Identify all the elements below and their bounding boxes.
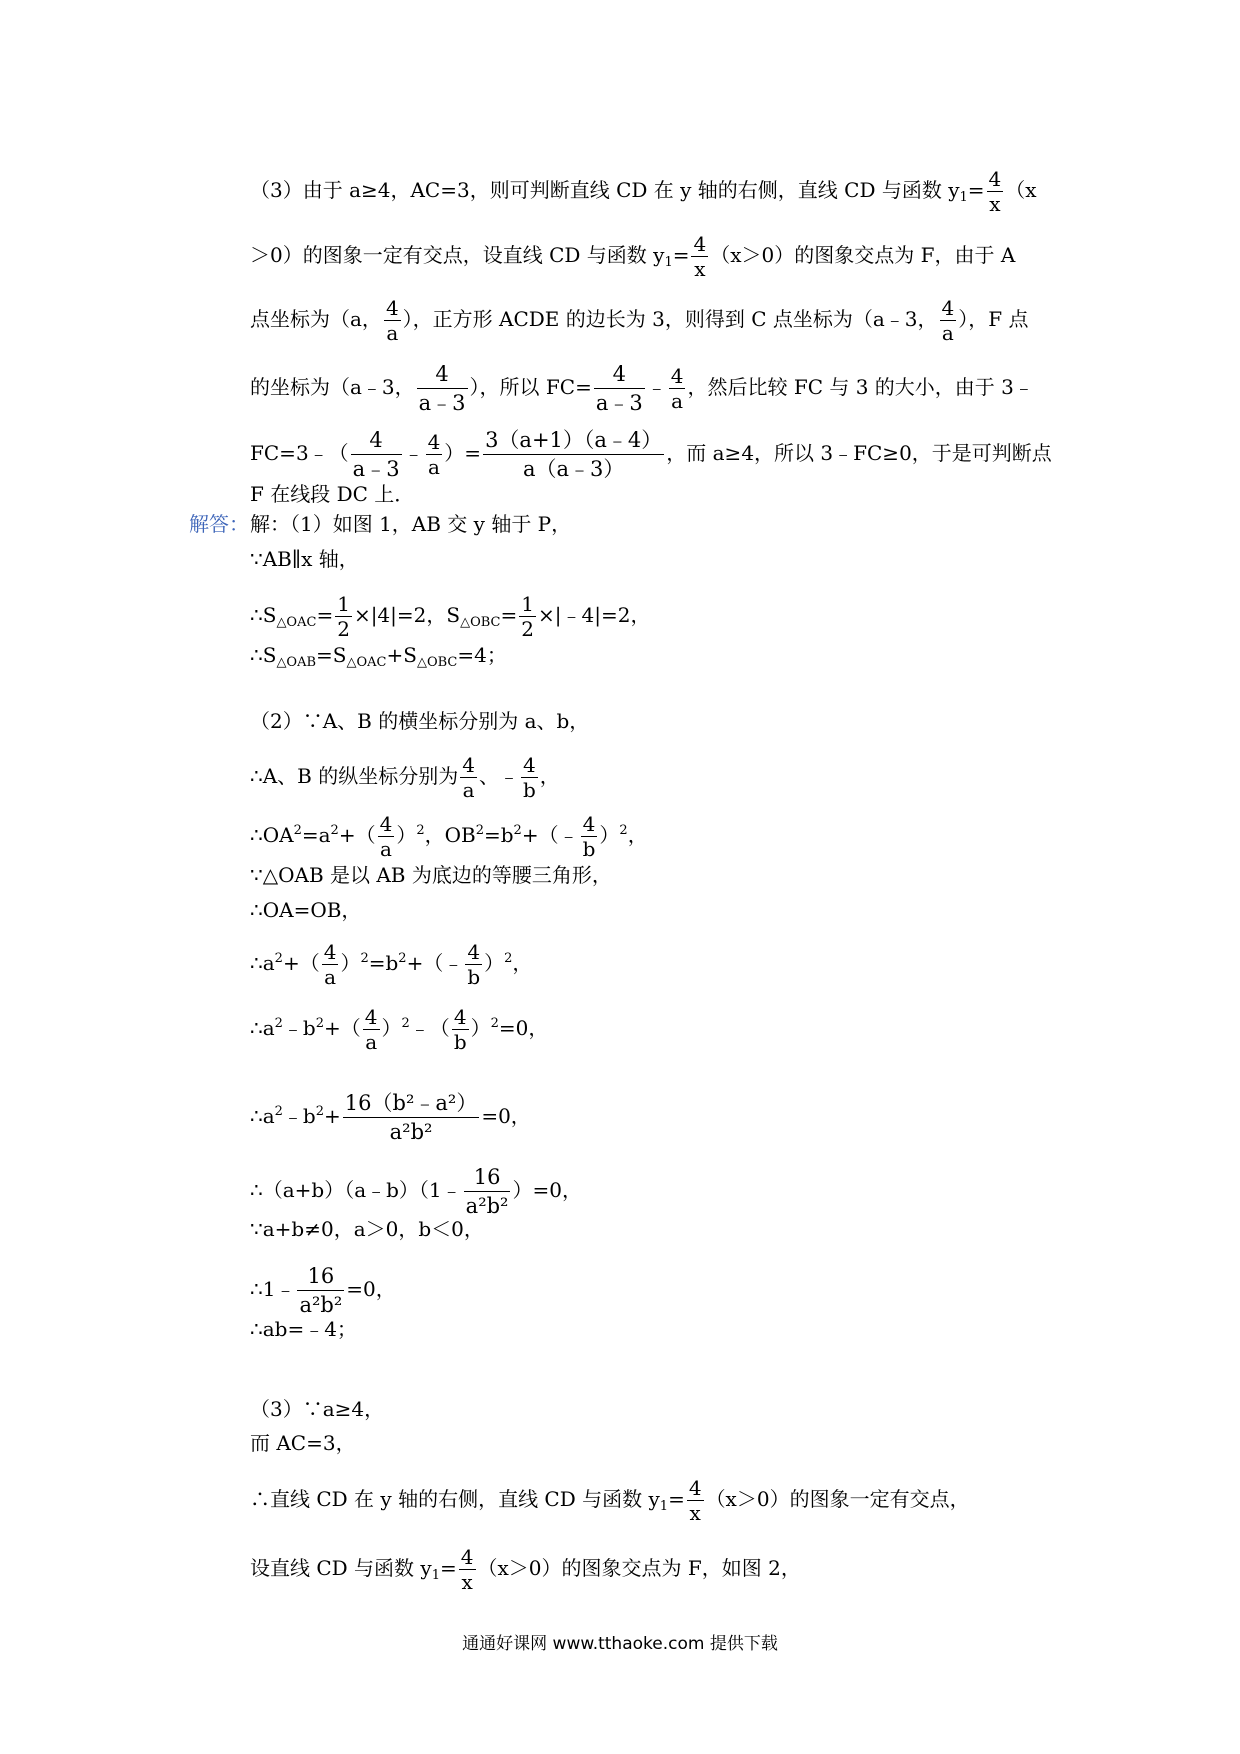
denominator: x xyxy=(691,256,708,281)
numerator: 1 xyxy=(521,592,534,616)
text: ，OB xyxy=(424,823,476,847)
solution-line-15 xyxy=(250,1262,396,1319)
text: （3）由于 a≥4，AC=3，则可判断直线 CD 在 y 轴的右侧，直线 CD 与函数 y xyxy=(250,178,960,202)
solution-line-14 xyxy=(250,1216,484,1242)
denominator: a（a﹣3） xyxy=(483,454,664,483)
denominator: x xyxy=(987,191,1004,216)
fraction-4-over-a-minus-3 xyxy=(351,426,402,483)
denominator: a xyxy=(378,836,395,861)
numerator: 4 xyxy=(385,296,399,320)
analysis-line-5 xyxy=(250,426,1052,483)
denominator: a xyxy=(384,320,401,345)
numerator: 4 xyxy=(670,364,684,388)
superscript: 2 xyxy=(401,1016,410,1031)
fraction-4-over-a xyxy=(378,812,395,861)
text: 、﹣ xyxy=(478,764,519,788)
text: （x＞0）的图象一定有交点， xyxy=(705,1487,970,1511)
text: ）= xyxy=(444,441,482,465)
text: ∵a+b≠0，a＞0，b＜0， xyxy=(250,1217,484,1241)
denominator: a xyxy=(322,964,339,989)
text: =a xyxy=(301,823,331,847)
solution-line-5 xyxy=(250,708,589,734)
subscript: 1 xyxy=(431,1568,440,1583)
fraction-4-over-a-minus-3 xyxy=(594,360,645,417)
superscript: 2 xyxy=(315,1104,325,1119)
numerator: 4 xyxy=(693,232,707,256)
numerator: 16（b²﹣a²） xyxy=(344,1091,478,1115)
denominator: a xyxy=(460,777,477,802)
fraction-16-over-a2b2 xyxy=(297,1262,344,1319)
fraction-4-over-b xyxy=(465,940,482,989)
text: ∵△OAB 是以 AB 为底边的等腰三角形， xyxy=(250,863,612,887)
denominator: x xyxy=(459,1569,476,1594)
fraction-1-over-2 xyxy=(519,592,536,641)
superscript: 2 xyxy=(360,951,369,966)
text: ） xyxy=(340,951,361,975)
superscript: 2 xyxy=(330,823,339,838)
text: ， xyxy=(512,951,533,975)
text: ∴S xyxy=(250,603,277,627)
fraction-4-over-a xyxy=(384,296,401,345)
text: ∴a xyxy=(250,1104,275,1128)
fraction-4-over-b xyxy=(581,812,598,861)
fraction-4-over-a xyxy=(669,364,686,413)
solution-line-7 xyxy=(250,812,648,861)
text: ）=0， xyxy=(512,1178,582,1202)
text: +S xyxy=(386,643,417,667)
text: ∴S xyxy=(250,643,277,667)
analysis-line-3 xyxy=(250,296,1028,345)
analysis-line-6 xyxy=(250,481,414,507)
superscript: 2 xyxy=(315,1016,325,1031)
text: = xyxy=(967,178,985,202)
text: ） xyxy=(381,1016,402,1040)
solution-line-1 xyxy=(250,511,571,537)
denominator: a xyxy=(363,1029,380,1054)
text: ∴OA xyxy=(250,823,294,847)
fraction-4-over-x xyxy=(687,1476,704,1525)
text: =b xyxy=(483,823,514,847)
text: ∵AB∥x 轴， xyxy=(250,547,359,571)
denominator: b xyxy=(582,837,596,861)
text: ∴A、B 的纵坐标分别为 xyxy=(250,764,459,788)
solution-line-9 xyxy=(250,897,361,923)
solution-line-16 xyxy=(250,1316,357,1342)
text: ），正方形 ACDE 的边长为 3，则得到 C 点坐标为（a﹣3， xyxy=(402,307,938,331)
denominator: a xyxy=(940,320,957,345)
numerator: 3（a+1）（a﹣4） xyxy=(485,428,663,452)
text: 而 AC=3， xyxy=(250,1431,356,1455)
denominator: b xyxy=(453,1030,467,1054)
text: ﹣b xyxy=(282,1016,316,1040)
text: ， xyxy=(539,764,560,788)
numerator: 4 xyxy=(453,1005,467,1029)
subscript: 1 xyxy=(959,190,968,205)
text: = xyxy=(672,243,690,267)
text: ∴（a+b）（a﹣b）（1﹣ xyxy=(250,1178,462,1202)
text: ） xyxy=(396,823,417,847)
denominator: 2 xyxy=(337,617,350,641)
numerator: 4 xyxy=(523,753,536,777)
fraction-4-over-b xyxy=(521,753,538,802)
fraction-4-over-a-minus-3 xyxy=(417,360,468,417)
numerator: 4 xyxy=(369,428,383,452)
text: +（ xyxy=(338,823,376,847)
fraction-4-over-a xyxy=(322,940,339,989)
numerator: 4 xyxy=(462,753,475,777)
denominator: a xyxy=(426,454,443,479)
text: = xyxy=(500,603,518,627)
fraction-4-over-x xyxy=(691,232,708,281)
solution-line-13 xyxy=(250,1163,582,1220)
denominator: a xyxy=(669,388,686,413)
text: （3）∵a≥4， xyxy=(250,1397,385,1421)
fraction-1-over-2 xyxy=(335,592,352,641)
text: ） xyxy=(484,951,505,975)
page-footer: 通通好课网 www.tthaoke.com 提供下载 xyxy=(462,1634,778,1654)
text: +（ xyxy=(282,951,320,975)
text: +（﹣ xyxy=(406,951,464,975)
fraction-4-over-a xyxy=(460,753,477,802)
solution-line-19 xyxy=(250,1476,970,1525)
fraction-4-over-a xyxy=(940,296,957,345)
text: （x＞0）的图象交点为 F，由于 A xyxy=(710,243,1016,267)
fraction-16-b2-a2 xyxy=(343,1089,480,1146)
superscript: 2 xyxy=(274,951,283,966)
superscript: 2 xyxy=(490,1016,499,1031)
subscript: △OAC xyxy=(346,655,387,670)
fraction-4-over-x xyxy=(459,1545,476,1594)
text: ∴OA=OB， xyxy=(250,898,362,922)
superscript: 2 xyxy=(293,823,302,838)
superscript: 2 xyxy=(274,1104,283,1119)
solution-line-2 xyxy=(250,546,359,572)
text: 解：（1）如图 1，AB 交 y 轴于 P， xyxy=(250,512,572,536)
solution-line-20 xyxy=(250,1545,801,1594)
text: （x xyxy=(1005,178,1037,202)
denominator: a﹣3 xyxy=(417,388,468,417)
text: +（﹣ xyxy=(521,823,579,847)
text: ∴a xyxy=(250,951,275,975)
superscript: 2 xyxy=(475,823,484,838)
analysis-line-1 xyxy=(250,167,1037,216)
text: ） xyxy=(470,1016,491,1040)
text: ﹣（ xyxy=(409,1016,450,1040)
text: FC=3﹣（ xyxy=(250,441,349,465)
solution-line-8 xyxy=(250,862,612,888)
text: ，而 a≥4，所以 3﹣FC≥0，于是可判断点 xyxy=(666,441,1052,465)
superscript: 2 xyxy=(416,823,425,838)
solution-line-12 xyxy=(250,1089,531,1146)
text: （x＞0）的图象交点为 F，如图 2， xyxy=(477,1556,801,1580)
text: ∴直线 CD 在 y 轴的右侧，直线 CD 与函数 y xyxy=(250,1487,660,1511)
text: ﹣b xyxy=(282,1104,316,1128)
solution-label: 解答： xyxy=(189,512,249,536)
denominator: x xyxy=(687,1500,704,1525)
solution-line-3 xyxy=(250,592,650,641)
analysis-line-4 xyxy=(250,360,1034,417)
numerator: 1 xyxy=(337,592,350,616)
numerator: 4 xyxy=(612,362,626,386)
numerator: 4 xyxy=(427,430,441,454)
denominator: a²b² xyxy=(464,1191,511,1220)
numerator: 16 xyxy=(473,1165,501,1189)
text: = xyxy=(440,1556,457,1580)
text: ） xyxy=(599,823,620,847)
text: =0， xyxy=(481,1104,531,1128)
fraction-4-over-b xyxy=(452,1005,469,1054)
text: （2）∵A、B 的横坐标分别为 a、b， xyxy=(250,709,590,733)
text: ﹣ xyxy=(646,375,667,399)
solution-line-18 xyxy=(250,1430,356,1456)
text: ∴1﹣ xyxy=(250,1277,296,1301)
solution-line-11 xyxy=(250,1005,548,1054)
subscript: △OAC xyxy=(276,615,317,630)
subscript: △OAB xyxy=(276,655,317,670)
fraction-4-over-a xyxy=(426,430,443,479)
numerator: 4 xyxy=(435,362,449,386)
subscript: 1 xyxy=(664,255,673,270)
text: ），所以 FC= xyxy=(469,375,592,399)
text: = xyxy=(668,1487,685,1511)
subscript: 1 xyxy=(659,1499,669,1514)
superscript: 2 xyxy=(619,823,628,838)
superscript: 2 xyxy=(274,1016,283,1031)
numerator: 4 xyxy=(364,1005,378,1029)
text: =0， xyxy=(346,1277,396,1301)
solution-line-17 xyxy=(250,1396,384,1422)
denominator: 2 xyxy=(521,617,534,641)
denominator: a﹣3 xyxy=(351,454,402,483)
solution-line-6 xyxy=(250,753,560,802)
text: ），F 点 xyxy=(958,307,1029,331)
numerator: 4 xyxy=(688,1476,702,1500)
text: ×|4|=2，S xyxy=(353,603,461,627)
text: ×|﹣4|=2， xyxy=(538,603,651,627)
text: F 在线段 DC 上． xyxy=(250,482,415,506)
solution-line-4 xyxy=(250,642,507,668)
text: =b xyxy=(368,951,399,975)
text: = xyxy=(316,603,334,627)
numerator: 4 xyxy=(323,940,337,964)
numerator: 4 xyxy=(460,1545,474,1569)
text: ∴a xyxy=(250,1016,275,1040)
denominator: a²b² xyxy=(297,1290,344,1319)
solution-line-10 xyxy=(250,940,532,989)
text: =4； xyxy=(457,643,507,667)
fraction-4-over-x xyxy=(987,167,1004,216)
text: 点坐标为（a， xyxy=(250,307,382,331)
numerator: 16 xyxy=(307,1264,335,1288)
analysis-line-2 xyxy=(250,232,1015,281)
text: ﹣ xyxy=(403,441,424,465)
text: 设直线 CD 与函数 y xyxy=(250,1556,432,1580)
subscript: △OBC xyxy=(460,615,501,630)
text: ∴ab=﹣4； xyxy=(250,1317,357,1341)
denominator: a²b² xyxy=(343,1117,480,1146)
text: + xyxy=(324,1104,341,1128)
fraction-16-over-a2b2 xyxy=(464,1163,511,1220)
text: ＞0）的图象一定有交点，设直线 CD 与函数 y xyxy=(250,243,665,267)
denominator: b xyxy=(467,965,481,989)
text: +（ xyxy=(324,1016,361,1040)
text: =S xyxy=(316,643,347,667)
numerator: 4 xyxy=(467,940,481,964)
superscript: 2 xyxy=(513,823,522,838)
numerator: 4 xyxy=(941,296,955,320)
text: ，然后比较 FC 与 3 的大小，由于 3﹣ xyxy=(687,375,1034,399)
denominator: a﹣3 xyxy=(594,388,645,417)
text: 的坐标为（a﹣3， xyxy=(250,375,415,399)
superscript: 2 xyxy=(504,951,513,966)
numerator: 4 xyxy=(379,812,393,836)
fraction-result xyxy=(483,426,664,483)
numerator: 4 xyxy=(582,812,596,836)
text: =0， xyxy=(498,1016,549,1040)
fraction-4-over-a xyxy=(363,1005,380,1054)
numerator: 4 xyxy=(988,167,1002,191)
subscript: △OBC xyxy=(416,655,458,670)
text: ， xyxy=(627,823,648,847)
superscript: 2 xyxy=(398,951,407,966)
denominator: b xyxy=(522,778,536,802)
